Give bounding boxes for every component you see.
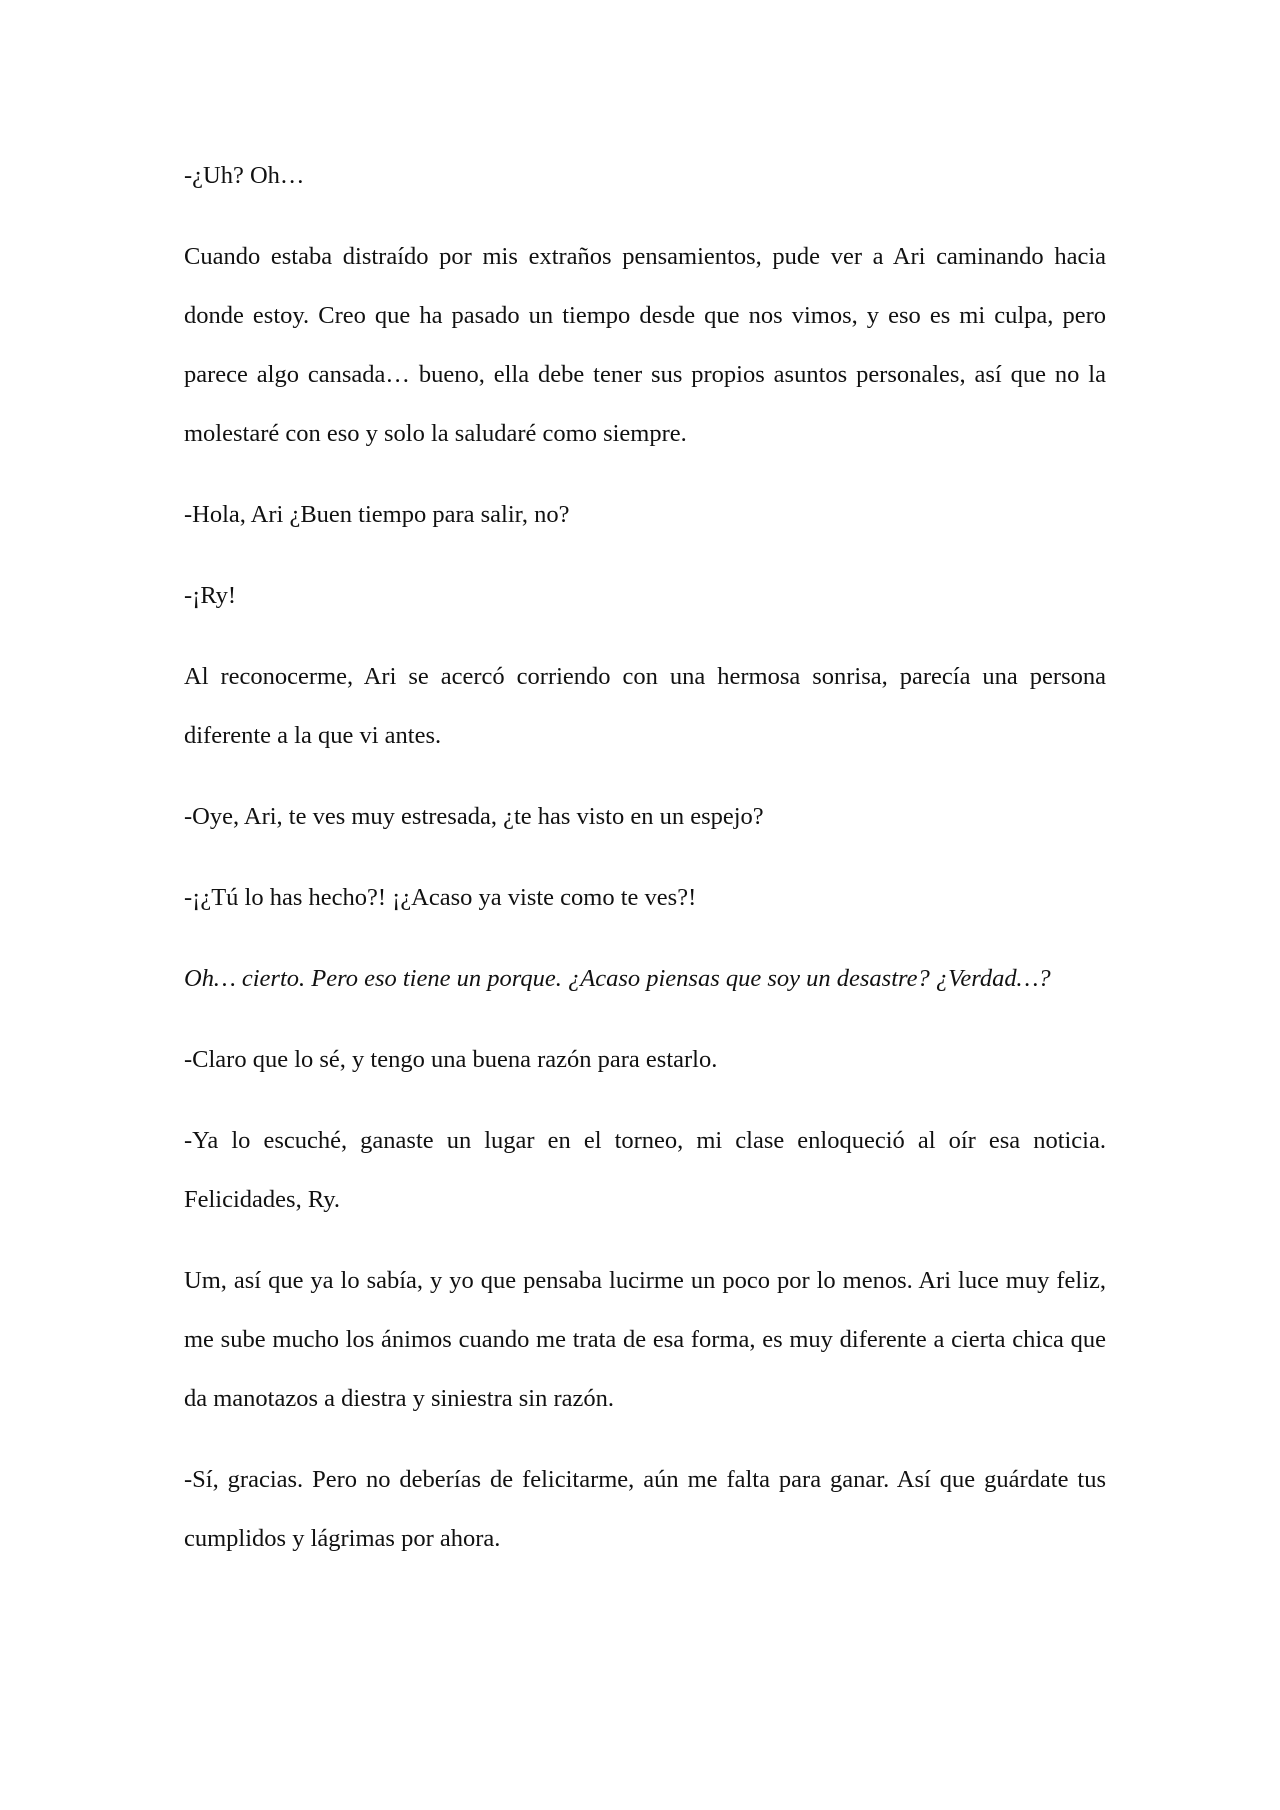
paragraph-dialogue-ya-lo-escuche: -Ya lo escuché, ganaste un lugar en el torneo, mi clase enloqueció al oír esa noticia. Felicidades, Ry. (184, 1127, 1106, 1213)
paragraph-gap (184, 1008, 1106, 1030)
paragraph-gap (184, 1229, 1106, 1251)
body-text (184, 146, 1106, 1568)
paragraph-narration-ari-walking: Cuando estaba distraído por mis extraños pensamientos, pude ver a Ari caminando hacia donde estoy. Creo que ha pasado un tiempo desde que nos vimos, y eso es mi culpa, pero parece algo cansada… bueno, ella debe tener sus propios asuntos personales, así que no la molestaré con eso y solo la saludaré como siempre. (184, 243, 1106, 447)
paragraph-dialogue-si-gracias: -Sí, gracias. Pero no deberías de felicitarme, aún me falta para ganar. Así que guárdate tus cumplidos y lágrimas por ahora. (184, 1466, 1106, 1552)
paragraph-gap (184, 846, 1106, 868)
paragraph-dialogue-uh-oh: -¿Uh? Oh… (184, 162, 305, 189)
paragraph-gap (184, 463, 1106, 485)
paragraph-narration-um-asi-que: Um, así que ya lo sabía, y yo que pensaba lucirme un poco por lo menos. Ari luce muy feliz, me sube mucho los ánimos cuando me trata de esa forma, es muy diferente a cierta chica que da manotazos a diestra y siniestra sin razón. (184, 1267, 1106, 1412)
paragraph-gap (184, 205, 1106, 227)
paragraph-dialogue-claro-que-lo-se: -Claro que lo sé, y tengo una buena razón para estarlo. (184, 1046, 718, 1073)
paragraph-gap (184, 1428, 1106, 1450)
paragraph-gap (184, 625, 1106, 647)
paragraph-narration-ari-smile: Al reconocerme, Ari se acercó corriendo con una hermosa sonrisa, parecía una persona diferente a la que vi antes. (184, 663, 1106, 749)
paragraph-dialogue-ry: -¡Ry! (184, 582, 237, 609)
paragraph-gap (184, 1089, 1106, 1111)
paragraph-gap (184, 765, 1106, 787)
paragraph-dialogue-tu-lo-has-hecho: -¡¿Tú lo has hecho?! ¡¿Acaso ya viste como te ves?! (184, 884, 697, 911)
paragraph-gap (184, 544, 1106, 566)
paragraph-dialogue-oye-ari: -Oye, Ari, te ves muy estresada, ¿te has visto en un espejo? (184, 803, 764, 830)
paragraph-thought-oh-cierto: Oh… cierto. Pero eso tiene un porque. ¿Acaso piensas que soy un desastre? ¿Verdad…? (184, 965, 1051, 992)
paragraph-dialogue-hola-ari: -Hola, Ari ¿Buen tiempo para salir, no? (184, 501, 570, 528)
paragraph-gap (184, 927, 1106, 949)
